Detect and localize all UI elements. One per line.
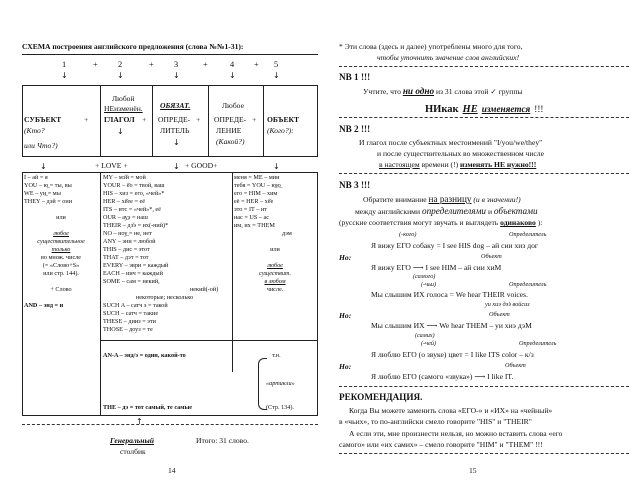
nb2-time: времени (!) <box>421 160 459 169</box>
check-icon: ✓ <box>490 87 497 96</box>
determiner-word: некоторые; несколько <box>136 294 194 301</box>
note-line-1: * Эти слова (здесь и далее) употреблены много для того, <box>339 42 523 51</box>
page-ref: или стр. 144). <box>43 270 79 277</box>
or-label: или <box>270 246 280 253</box>
example-2: Я вижу ЕГО ⟶ I see HIM – ай сии хиМ <box>371 263 502 272</box>
example-1: Я вижу ЕГО собаку = I see HIS dog – ай сии хиз дог <box>371 241 539 250</box>
down-arrow-icon: ↓ <box>40 162 47 171</box>
noun-label: существительное <box>37 238 85 245</box>
down-arrow-icon: ↓ <box>117 71 124 80</box>
subject-question: (Кто? <box>24 126 45 135</box>
nb1-changes: изменяется <box>481 104 531 114</box>
down-arrow-icon: ↓ <box>173 71 180 80</box>
example-sub: (самих) <box>415 332 435 339</box>
nb3-title: NB 3 !!! <box>339 180 371 190</box>
nb3-between: между английскими <box>355 207 421 216</box>
good-row: + GOOD+ <box>185 161 218 170</box>
nb3-line-1 <box>363 194 521 204</box>
section-rule <box>339 173 629 174</box>
any-number: в любом <box>264 278 286 285</box>
determiner-word: HIS – хиз = его, «чей»* <box>103 190 165 197</box>
article-page: (Стр. 134). <box>266 404 294 411</box>
table-divider <box>100 172 101 416</box>
determiner-word: OUR – ау̲э = наш <box>103 214 148 221</box>
nb2-title: NB 2 !!! <box>339 124 371 134</box>
verb-header: ГЛАГОЛ <box>104 115 135 124</box>
table-rule <box>100 340 318 341</box>
down-arrow-icon: ↓ <box>117 127 124 136</box>
only-label: только <box>51 246 71 253</box>
number-label: числе. <box>266 286 284 293</box>
nb1-title: NB 1 !!! <box>339 72 371 82</box>
determiner-word: HER – хё̆ее = её <box>103 198 145 205</box>
object-word: им, их = THEM <box>234 222 275 229</box>
plural-note: (= «Слово+S» <box>42 262 80 269</box>
determiner-word: NO – ноу̲ = не, нет <box>103 230 152 237</box>
nb1-emph <box>425 99 543 117</box>
page-number: 15 <box>469 466 477 475</box>
plus-1: + <box>93 60 98 69</box>
down-arrow-icon: ↓ <box>229 71 236 80</box>
note-line-2: чтобы уточнить значение слов английских! <box>377 53 520 62</box>
example-label: Определитель <box>509 231 547 238</box>
nb3-line-2 <box>355 206 538 216</box>
nb3-a: Обратите внимание <box>363 195 427 204</box>
object-question: (Кого?): <box>267 126 294 135</box>
subject-word: YOU – ю̲ = ты, вы <box>24 182 72 189</box>
noun-label: существит. <box>258 270 292 277</box>
schema-title: СХЕМА построения английского предложения (слова №№1-31): <box>22 42 244 51</box>
nb3-line-3 <box>339 218 542 227</box>
plus-sign: + <box>84 115 89 124</box>
obligatory-header: ОБЯЗАТ. <box>160 101 191 110</box>
determiner-word: ITS – итс = «чей»*, её <box>103 206 161 213</box>
nb1-text-c: группы <box>498 87 523 96</box>
down-arrow-icon: ↓ <box>273 162 280 171</box>
determiner-word: THEIR – дэ̆э = их(-ний)* <box>103 222 169 229</box>
object-word: тебя = YOU – ю̲ю̲ <box>234 182 281 189</box>
nb1-text-b: из 31 слова этой <box>435 87 489 96</box>
recommendation-3: А если эти, мне произнести нельзя, но можно вставить слова «его <box>349 429 563 438</box>
recommendation-1: Когда Вы можете заменить слова «ЕГО-» и «ИХ» на «чейный» <box>349 406 553 415</box>
definition-header: ОПРЕДЕ- <box>214 115 247 124</box>
article-the: THE – дэ = тот самый, те самые <box>103 404 193 411</box>
header-divider <box>152 85 153 157</box>
determiner-header2: ЛИТЕЛЬ <box>160 126 190 135</box>
section-rule <box>339 453 629 454</box>
article-label2: «артикли» <box>266 380 295 387</box>
definition-header2: ЛЕНИЕ <box>216 126 242 135</box>
example-sub: уи хиэ дэ̆э войсиз <box>485 301 530 308</box>
right-page <box>319 0 638 493</box>
nb3-same: одинаково <box>500 218 536 227</box>
determiner-word: THESE – дииз = эти <box>103 318 156 325</box>
nb3-objects: объектами <box>493 206 538 216</box>
or-label: или <box>56 214 66 221</box>
object-label: Объект <box>481 253 502 260</box>
determiner-word: SUCH A – сатч э = такой <box>103 302 168 309</box>
num-2: 2 <box>118 60 123 69</box>
nb3-and: и <box>487 207 493 216</box>
determiner-word: EACH – иич = каждый <box>103 270 163 277</box>
example-5: Я люблю ЕГО (о звуке) цвет = I like ITS color – к/з <box>371 350 534 359</box>
love-row: + LOVE + <box>95 161 128 170</box>
determiner-word: SOME – сам = некий, <box>103 278 160 285</box>
footer-total: Итого: 31 слово. <box>196 436 249 445</box>
down-arrow-icon: ↓ <box>61 71 68 80</box>
nb1-none: ни одно <box>402 86 435 96</box>
plus-word: + Слово <box>50 286 72 293</box>
down-arrow-icon: ↓ <box>173 162 180 171</box>
subject-word: I – ай = я <box>24 174 48 181</box>
nb2-line-2: и после существительных во множественном числе <box>377 149 544 158</box>
plus-3: + <box>203 60 208 69</box>
object-word: это = IT – ит <box>234 206 267 213</box>
subject-header: СУБЪЕКТ <box>24 115 62 124</box>
object-word: его = HIM – хим <box>234 190 278 197</box>
top-rule <box>22 54 318 55</box>
nb1-never: НИкак <box>425 104 459 115</box>
nb3-colon: ): <box>537 218 543 227</box>
nb2-line-3 <box>379 160 536 169</box>
object-word: её = HER – хё̆е <box>234 198 274 205</box>
any-label: любое <box>53 230 69 237</box>
plus-sign: + <box>142 115 147 124</box>
num-4: 4 <box>230 60 235 69</box>
example-4: Мы слышим ИХ ⟶ We hear THEM – уи хиэ дэМ <box>371 321 532 330</box>
determiner-word: THOSE – доуз = те <box>103 326 153 333</box>
determiner-word: MY – мэ̆й = мой <box>103 174 146 181</box>
nb1-text-a: Учтите, что <box>363 87 401 96</box>
recommendation-4: самого» или «их самих» – смело говорите "HIM" и "THEM" !!! <box>339 440 543 449</box>
nb2-present: в настоящем <box>379 160 420 169</box>
determiner-word: YOUR – ё̆о = твой, ваш <box>103 182 165 189</box>
article-an-a: AN-A – энд/э = один, какой-то <box>103 352 186 359</box>
verb-any: Любой <box>112 94 135 103</box>
determiner-word: THIS – дис = этот <box>103 246 150 253</box>
section-rule <box>339 386 629 387</box>
plus-4: + <box>254 60 259 69</box>
example-6: Я люблю ЕГО (самого «звука») ⟶ I like IT. <box>371 372 514 381</box>
subject-question2: или Что?) <box>24 141 58 150</box>
recommendation-2: в «чьих», то по-английски смело говорите "HIS" и "THEIR" <box>339 417 532 426</box>
recommendation-title: РЕКОМЕНДАЦИЯ. <box>339 392 423 402</box>
object-label: Объект <box>505 362 526 369</box>
example-label: (-чей) <box>421 340 436 347</box>
section-rule <box>339 66 629 67</box>
object-word: нас = US – ас <box>234 214 269 221</box>
plus-2: + <box>149 60 154 69</box>
but-label: Но: <box>339 311 352 320</box>
nb2-no-change: изменять НЕ нужно!!! <box>460 160 537 169</box>
footer-subtitle: столбик <box>120 447 146 456</box>
example-label: Определитель <box>519 340 557 347</box>
nb2-line-1: И глагол после субъектных местоимений "I/you/we/they" <box>359 138 543 147</box>
example-label: Определитель <box>509 281 547 288</box>
example-label: (-кого) <box>399 231 417 238</box>
plus-sign: + <box>196 115 201 124</box>
page-number: 14 <box>168 466 176 475</box>
nb1-text <box>363 86 523 96</box>
down-arrow-icon: ↓ <box>273 71 280 80</box>
and-word: AND – энд = и <box>24 302 64 309</box>
num-5: 5 <box>274 60 279 69</box>
example-sub: (самого) <box>413 273 436 280</box>
determiner-word: SUCH – сатч = такие <box>103 310 159 317</box>
definition-question: (Какой?) <box>216 137 245 146</box>
determiner-word: THAT – дэт = тот <box>103 254 149 261</box>
verb-unchanged: НЕизменён. <box>104 104 143 113</box>
but-label: Но: <box>339 362 352 371</box>
section-rule <box>339 117 629 118</box>
nb3-difference: на разницу <box>428 194 472 204</box>
example-3: Мы слышим ИХ голоса = We hear THEIR voices. <box>371 290 529 299</box>
header-divider <box>263 85 264 157</box>
object-word: меня = ME – мии <box>234 174 280 181</box>
plural-label: во множ. числе <box>40 254 82 261</box>
nb1-not: НЕ <box>462 104 478 115</box>
object-header: ОБЪЕКТ <box>267 115 300 124</box>
determiner-word: некий(-ой) <box>190 286 219 293</box>
but-label: Но: <box>339 253 352 262</box>
nb1-end: !!! <box>534 104 544 114</box>
any-header: Любое <box>222 101 244 110</box>
header-divider <box>208 85 209 157</box>
nb3-c: (и в значении!) <box>473 195 521 204</box>
footer-rule <box>22 424 318 425</box>
up-arrow-icon: ↑ <box>136 417 143 426</box>
object-label: Объект <box>489 311 510 318</box>
plus-sign: + <box>252 115 257 124</box>
determiner-word: ANY – эни = любой <box>103 238 156 245</box>
num-3: 3 <box>174 60 179 69</box>
subject-word: THEY – дэй = они <box>24 198 73 205</box>
article-brace <box>258 358 267 410</box>
down-arrow-icon: ↓ <box>173 138 180 147</box>
example-label: (-чьи) <box>421 281 437 288</box>
footer-title: Генеральный <box>110 436 154 445</box>
nb3-russian: (русские соответствия могут звучать и выглядеть <box>339 218 499 227</box>
any-label: любое <box>267 262 283 269</box>
article-label: т.н. <box>272 352 281 359</box>
determiner-word: EVERY – эври = каждый <box>103 262 169 269</box>
subject-word: WE – уи̲ = мы <box>24 190 61 197</box>
num-1: 1 <box>62 60 67 69</box>
header-divider <box>100 85 101 157</box>
object-word: дэм <box>282 230 292 237</box>
determiner-header: ОПРЕДЕ- <box>158 115 191 124</box>
nb3-determiners: определителями <box>421 206 487 216</box>
